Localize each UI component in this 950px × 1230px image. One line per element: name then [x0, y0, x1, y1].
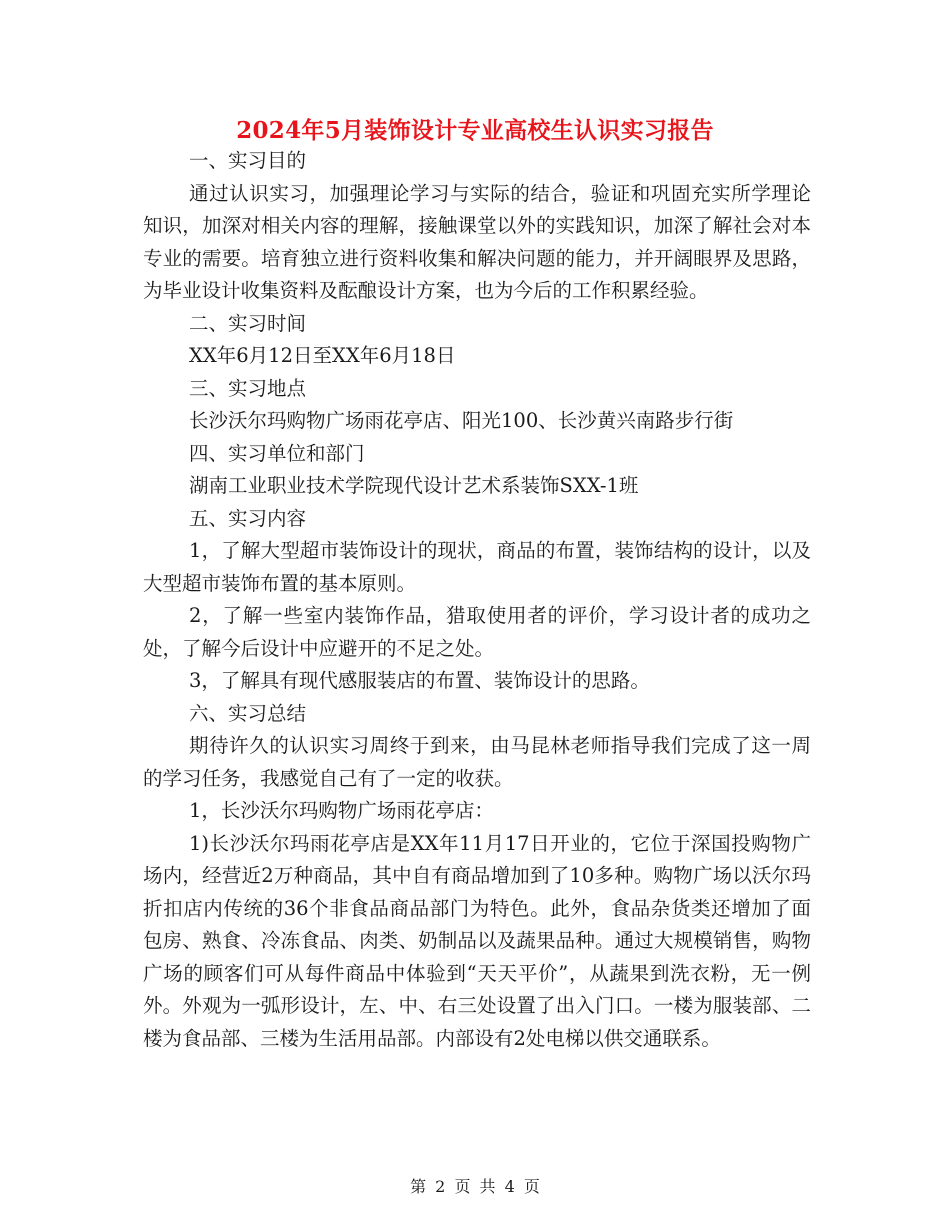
paragraph: 通过认识实习，加强理论学习与实际的结合，验证和巩固充实所学理论知识，加深对相关内容的理解，接触课堂以外的实践知识，加深了解社会对本专业的需要。培育独立进行资料收集和解决问题的能力，并开阔眼界及思路，为毕业设计收集资料及酝酿设计方案，也为今后的工作积累经验。 — [143, 181, 811, 302]
section-heading: 六、实习总结 — [189, 701, 307, 725]
document-body — [143, 145, 811, 1055]
paragraph: 期待许久的认识实习周终于到来，由马昆林老师指导我们完成了这一周的学习任务，我感觉自己有了一定的收获。 — [143, 734, 811, 790]
paragraph: 1，长沙沃尔玛购物广场雨花亭店： — [189, 799, 494, 822]
section-heading: 二、实习时间 — [189, 311, 307, 335]
paragraph: 长沙沃尔玛购物广场雨花亭店、阳光100、长沙黄兴南路步行街 — [189, 409, 734, 432]
paragraph: 1)长沙沃尔玛雨花亭店是XX年11月17日开业的，它位于深国投购物广场内，经营近2万种商品，其中自有商品增加到了10多种。购物广场以沃尔玛折扣店内传统的36个非食品商品部门为特色。此外，食品杂货类还增加了面包房、熟食、冷冻食品、肉类、奶制品以及蔬果品种。通过大规模销售，购物广场的顾客们可从每件商品中体验到“天天平价”，从蔬果到洗衣粉，无一例外。外观为一弧形设计，左、中、右三处设置了出入门口。一楼为服装部、二楼为食品部、三楼为生活用品部。内部设有2处电梯以供交通联系。 — [143, 831, 811, 1050]
paragraph: 3，了解具有现代感服装店的布置、装饰设计的思路。 — [189, 669, 650, 692]
page-footer: 第 2 页 共 4 页 — [410, 1177, 540, 1196]
page-title: 2024年5月装饰设计专业高校生认识实习报告 — [236, 117, 714, 144]
paragraph: 湖南工业职业技术学院现代设计艺术系装饰SXX-1班 — [189, 474, 639, 497]
section-heading: 四、实习单位和部门 — [189, 441, 365, 465]
paragraph: XX年6月12日至XX年6月18日 — [189, 344, 456, 367]
paragraph: 1，了解大型超市装饰设计的现状，商品的布置，装饰结构的设计，以及大型超市装饰布置的基本原则。 — [143, 539, 811, 595]
paragraph: 2，了解一些室内装饰作品，猎取使用者的评价，学习设计者的成功之处，了解今后设计中应避开的不足之处。 — [143, 604, 811, 660]
section-heading: 五、实习内容 — [189, 506, 307, 530]
section-heading: 三、实习地点 — [189, 376, 307, 400]
section-heading: 一、实习目的 — [189, 149, 307, 172]
